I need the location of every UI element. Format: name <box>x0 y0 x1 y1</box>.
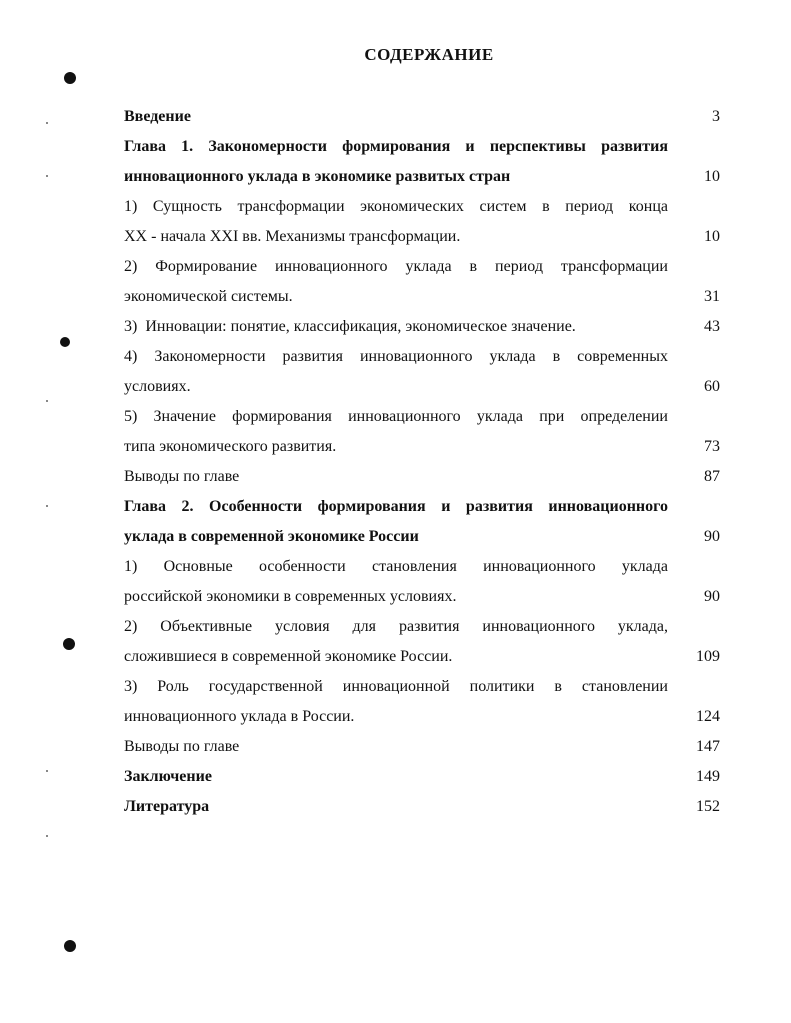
toc-entry-chapter-1-conclusions <box>124 462 720 492</box>
toc-page-number: 10 <box>704 228 720 245</box>
toc-entry-text: Заключение <box>124 768 212 785</box>
toc-entry-text: 2) Объективные условия для развития инновационного уклада, <box>124 618 668 635</box>
toc-page-number: 124 <box>696 708 720 725</box>
toc-entry-chapter-2 <box>124 492 720 552</box>
scan-speck <box>46 400 48 402</box>
toc-entry-text: экономической системы. <box>124 288 293 305</box>
binder-hole-mark <box>60 337 70 347</box>
scan-speck <box>46 505 48 507</box>
toc-page-number: 3 <box>712 108 720 125</box>
toc-page-number: 147 <box>696 738 720 755</box>
toc-entry-section-1-3 <box>124 312 720 342</box>
toc-entry-text: 1) Основные особенности становления инновационного уклада <box>124 558 668 575</box>
scan-speck <box>46 175 48 177</box>
toc-entry-introduction <box>124 102 720 132</box>
toc-entry-section-2-2 <box>124 612 720 672</box>
toc-entry-text: инновационного уклада в экономике развитых стран <box>124 168 511 185</box>
toc-entry-text: Выводы по главе <box>124 738 240 755</box>
toc-entry-references <box>124 792 720 822</box>
toc-entry-section-1-5 <box>124 402 720 462</box>
toc-page-number: 87 <box>704 468 720 485</box>
toc-entry-conclusion <box>124 762 720 792</box>
toc-entry-text: 5) Значение формирования инновационного уклада при определении <box>124 408 668 425</box>
toc-entry-text: 2) Формирование инновационного уклада в период трансформации <box>124 258 668 275</box>
toc-page-number: 60 <box>704 378 720 395</box>
scan-speck <box>46 122 48 124</box>
toc-entry-text: Литература <box>124 798 210 815</box>
toc-entry-chapter-1 <box>124 132 720 192</box>
toc-entry-text: российской экономики в современных условиях. <box>124 588 457 605</box>
toc-entry-text: инновационного уклада в России. <box>124 708 355 725</box>
binder-hole-mark <box>63 638 75 650</box>
scan-speck <box>46 835 48 837</box>
toc-entry-section-2-1 <box>124 552 720 612</box>
toc-entry-text: 1) Сущность трансформации экономических систем в период конца <box>124 198 668 215</box>
scan-speck <box>46 770 48 772</box>
toc-entry-text: XX - начала XXI вв. Механизмы трансформации. <box>124 228 461 245</box>
toc-entry-text: сложившиеся в современной экономике России. <box>124 648 453 665</box>
binder-hole-mark <box>64 72 76 84</box>
toc-page-number: 31 <box>704 288 720 305</box>
binder-hole-mark <box>64 940 76 952</box>
toc-entry-text: 3) Инновации: понятие, классификация, экономическое значение. <box>124 318 576 335</box>
toc-entry-section-1-1 <box>124 192 720 252</box>
toc-entry-text: уклада в современной экономике России <box>124 528 419 545</box>
toc-entry-section-1-4 <box>124 342 720 402</box>
toc-entry-text: Выводы по главе <box>124 468 240 485</box>
toc-page-number: 152 <box>696 798 720 815</box>
toc-entry-chapter-2-conclusions <box>124 732 720 762</box>
toc-page-number: 43 <box>704 318 720 335</box>
toc-entry-section-2-3 <box>124 672 720 732</box>
toc-page-number: 90 <box>704 588 720 605</box>
toc-page-number: 10 <box>704 168 720 185</box>
toc-entry-text: Введение <box>124 108 191 125</box>
toc-page-number: 109 <box>696 648 720 665</box>
table-of-contents <box>124 102 720 822</box>
toc-page-number: 73 <box>704 438 720 455</box>
page-title: СОДЕРЖАНИЕ <box>364 45 494 64</box>
toc-page-number: 90 <box>704 528 720 545</box>
toc-page-number: 149 <box>696 768 720 785</box>
toc-entry-text: условиях. <box>124 378 191 395</box>
toc-entry-text: типа экономического развития. <box>124 438 337 455</box>
toc-entry-text: 3) Роль государственной инновационной политики в становлении <box>124 678 668 695</box>
toc-entry-text: 4) Закономерности развития инновационного уклада в современных <box>124 348 668 365</box>
toc-entry-text: Глава 2. Особенности формирования и развития инновационного <box>124 498 668 515</box>
toc-entry-section-1-2 <box>124 252 720 312</box>
toc-entry-text: Глава 1. Закономерности формирования и перспективы развития <box>124 138 668 155</box>
